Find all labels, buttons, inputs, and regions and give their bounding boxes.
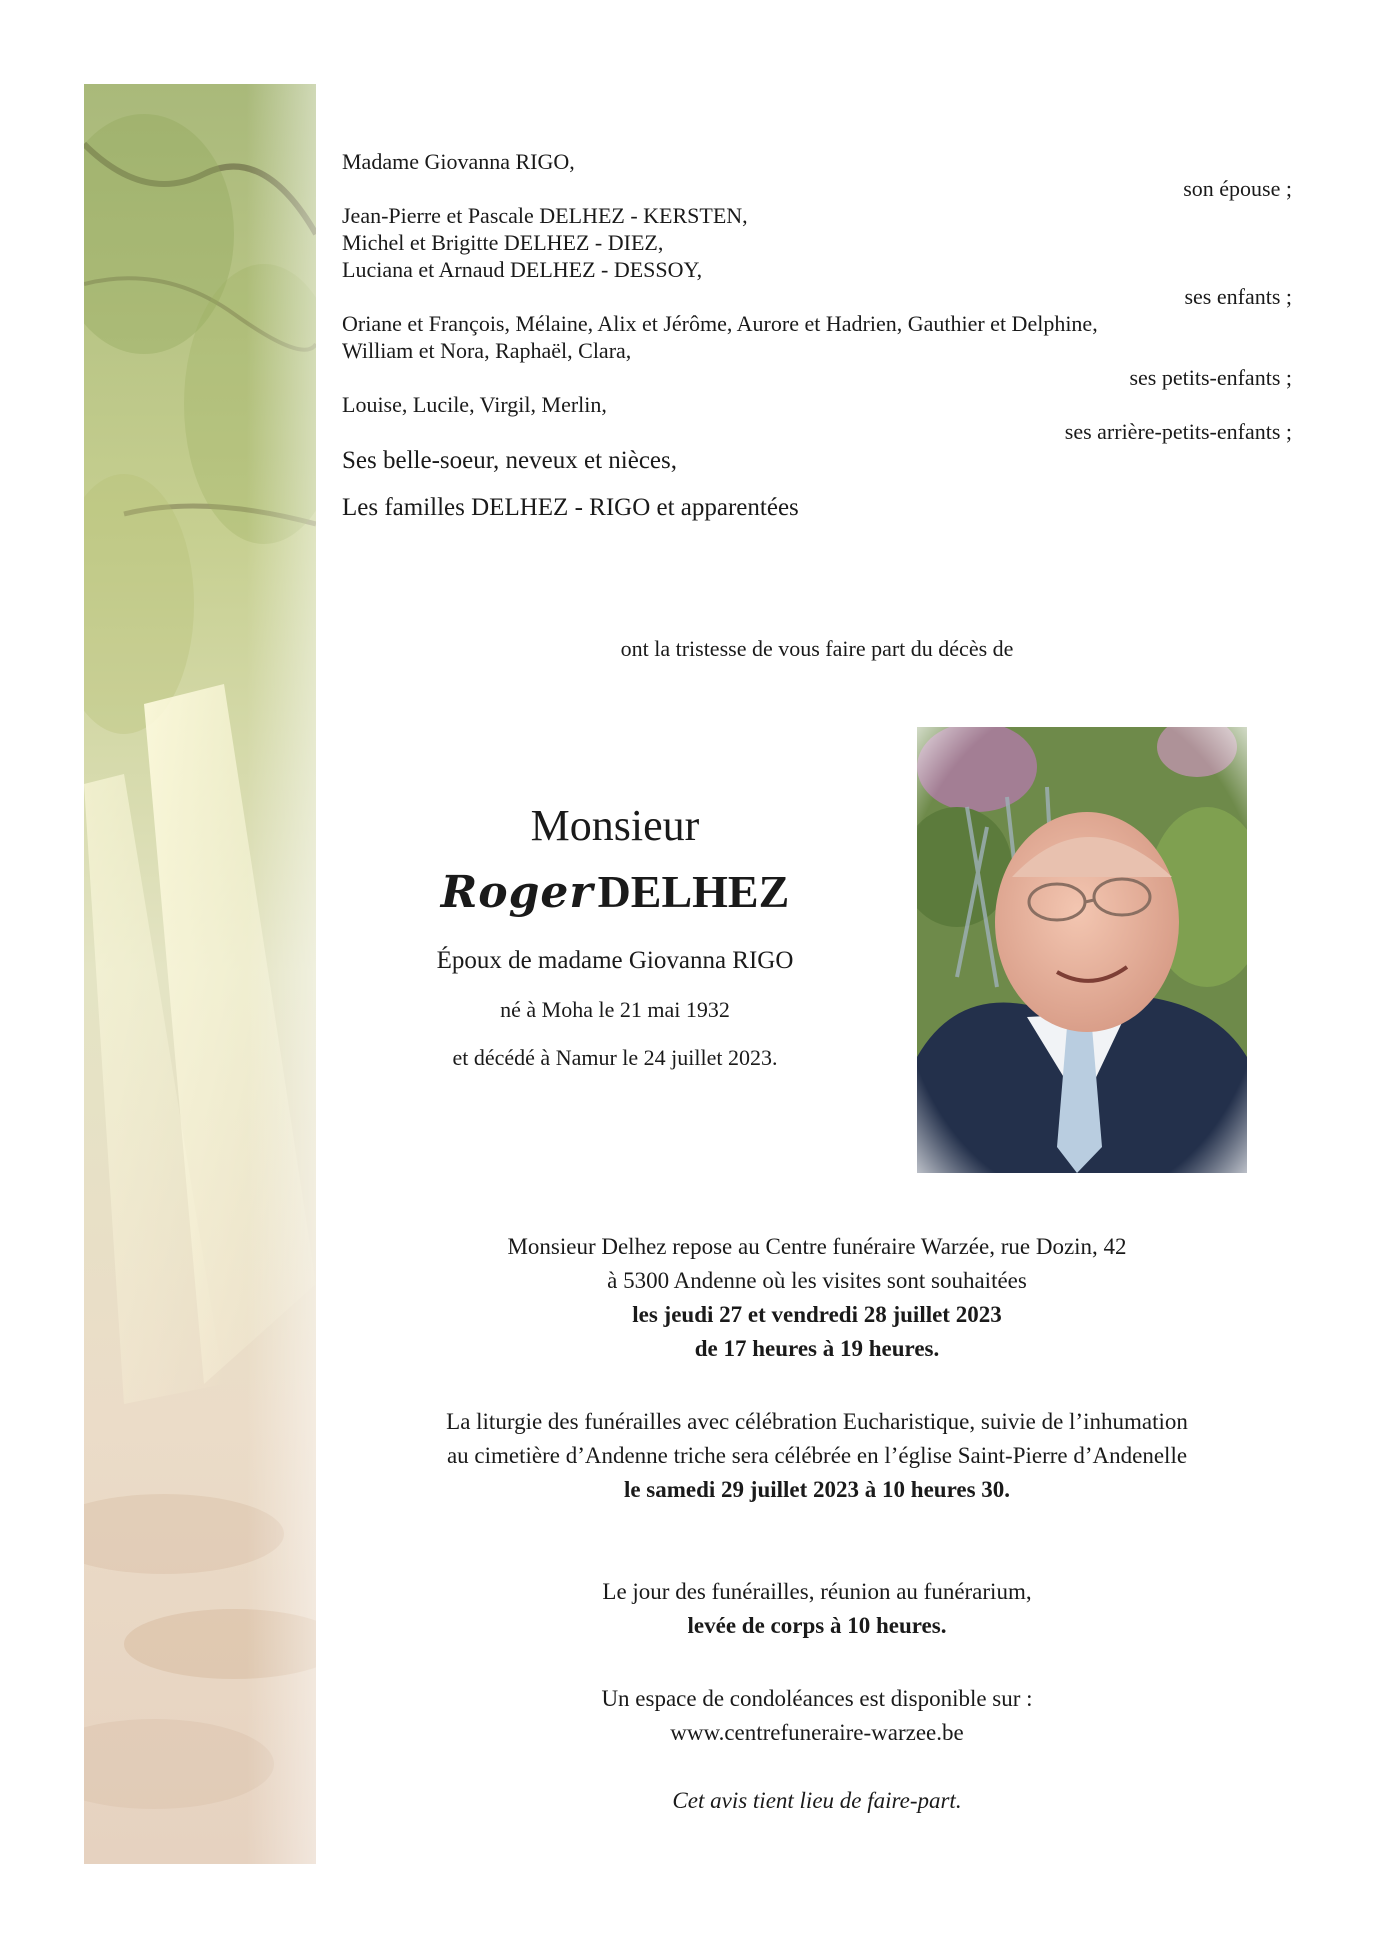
liturgy-date: le samedi 29 juillet 2023 à 10 heures 30. (623, 1477, 1011, 1502)
child-line: Michel et Brigitte DELHEZ - DIEZ, (342, 230, 664, 255)
children-role: ses enfants ; (1184, 284, 1292, 309)
birth-line: né à Moha le 21 mai 1932 (500, 997, 730, 1022)
visit-info (342, 1230, 1292, 1366)
visit-dates: les jeudi 27 et vendredi 28 juillet 2023 (632, 1302, 1002, 1327)
visit-hours: de 17 heures à 19 heures. (694, 1336, 940, 1361)
condolences-info (342, 1682, 1292, 1750)
funeral-day-line: Le jour des funérailles, réunion au funérarium, (602, 1579, 1032, 1604)
child-line: Luciana et Arnaud DELHEZ - DESSOY, (342, 257, 703, 282)
family-list (342, 148, 1292, 523)
deceased-name (380, 864, 850, 931)
great-grandchildren-role: ses arrière-petits-enfants ; (1064, 419, 1292, 444)
visit-line: Monsieur Delhez repose au Centre funéraire Warzée, rue Dozin, 42 (507, 1234, 1127, 1259)
intro-text: ont la tristesse de vous faire part du décès de (620, 636, 1014, 661)
child-line: Jean-Pierre et Pascale DELHEZ - KERSTEN, (342, 203, 748, 228)
condolences-url: www.centrefuneraire-warzee.be (670, 1720, 964, 1745)
spouse-name: Madame Giovanna RIGO, (342, 149, 575, 174)
families: Les familles DELHEZ - RIGO et apparentées (342, 494, 799, 521)
visit-line: à 5300 Andenne où les visites sont souhaitées (607, 1268, 1027, 1293)
grandchildren-role: ses petits-enfants ; (1129, 365, 1292, 390)
deceased-title: Monsieur (530, 801, 700, 850)
condolences-line: Un espace de condoléances est disponible sur : (601, 1686, 1033, 1711)
deceased-first-name: Roger (440, 867, 594, 918)
deceased-last-name: DELHEZ (597, 866, 790, 917)
liturgy-line: au cimetière d’Andenne triche sera célébrée en l’église Saint-Pierre d’Andenelle (446, 1443, 1188, 1468)
liturgy-info (342, 1405, 1292, 1507)
grandchildren-line: Oriane et François, Mélaine, Alix et Jérôme, Aurore et Hadrien, Gauthier et Delphine, (342, 311, 1098, 336)
portrait-photo (917, 727, 1247, 1173)
notice-text: Cet avis tient lieu de faire-part. (672, 1788, 962, 1813)
spouse-role: son épouse ; (1183, 176, 1292, 201)
forest-path-image (84, 84, 316, 1864)
grandchildren-line: William et Nora, Raphaël, Clara, (342, 338, 632, 363)
death-line: et décédé à Namur le 24 juillet 2023. (452, 1045, 778, 1070)
in-laws: Ses belle-soeur, neveux et nièces, (342, 447, 677, 474)
great-grandchildren: Louise, Lucile, Virgil, Merlin, (342, 392, 607, 417)
funeral-day-info (342, 1575, 1292, 1643)
spouse-line: Époux de madame Giovanna RIGO (436, 947, 794, 974)
liturgy-line: La liturgie des funérailles avec célébration Eucharistique, suivie de l’inhumation (446, 1409, 1188, 1434)
deceased-block (380, 800, 850, 1071)
funeral-day-time: levée de corps à 10 heures. (687, 1613, 947, 1638)
